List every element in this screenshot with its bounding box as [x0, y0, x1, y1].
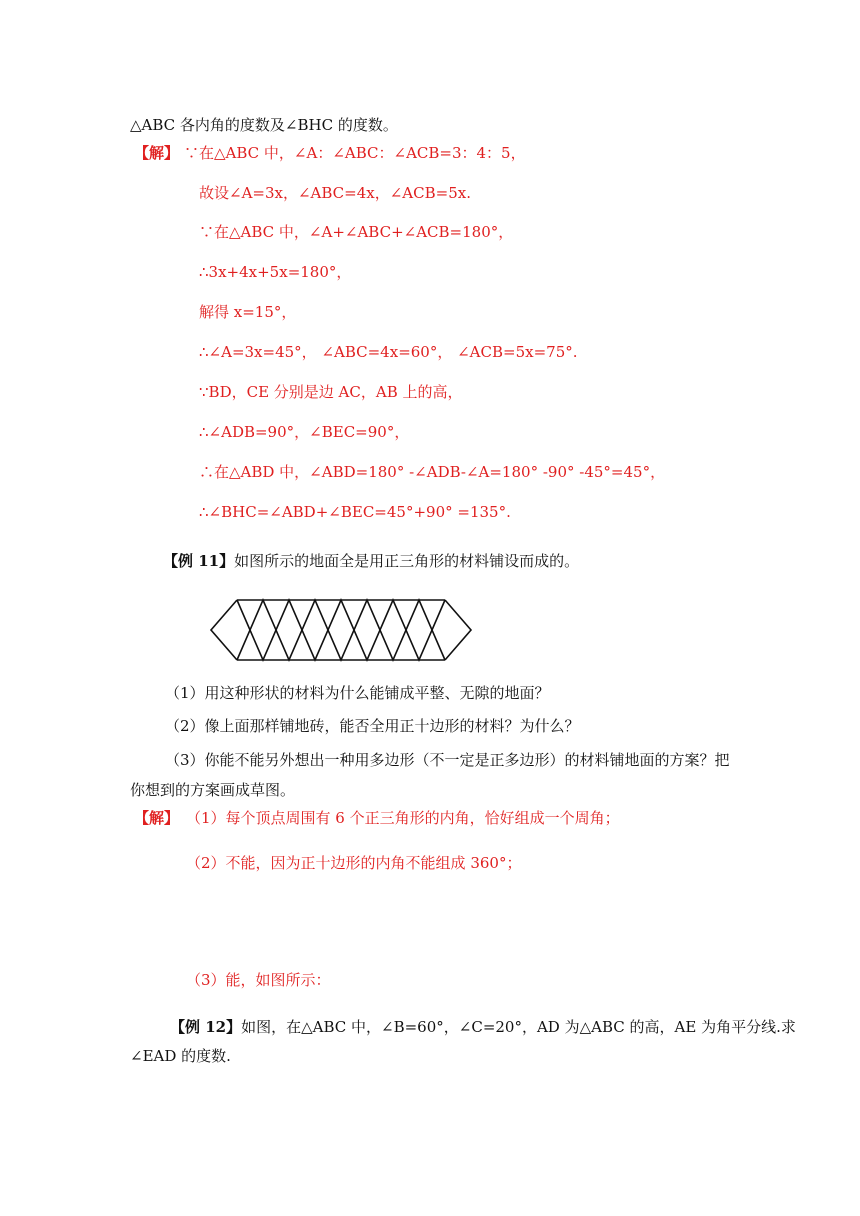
solution-line-9: ∴∠BHC=∠ABD+∠BEC=45°+90° =135°. [199, 503, 511, 521]
example11-heading [163, 551, 579, 571]
solution-line-8: ∴在△ABD 中，∠ABD=180° -∠ADB-∠A=180° -90° -45°=45°， [199, 463, 666, 481]
tiling-left-cap [211, 600, 237, 660]
example11-answer-3: （3）能，如图所示： [186, 971, 331, 989]
solution-line-4: 解得 x=15°， [199, 303, 297, 321]
example11-text: 如图所示的地面全是用正三角形的材料铺设而成的。 [234, 552, 580, 570]
example11-question-1: （1）用这种形状的材料为什么能铺成平整、无隙的地面？ [165, 684, 550, 702]
solution-line-3: ∴3x+4x+5x=180°， [199, 263, 352, 281]
triangle-tiling-figure [205, 597, 477, 665]
solution-line-0: ∵在△ABC 中，∠A：∠ABC：∠ACB=3：4：5， [184, 144, 526, 162]
solution-line-7: ∴∠ADB=90°，∠BEC=90°， [199, 423, 410, 441]
example11-question-3-cont: 你想到的方案画成草图。 [130, 781, 296, 799]
example11-question-3: （3）你能不能另外想出一种用多边形（不一定是正多边形）的材料铺地面的方案？把 [165, 751, 730, 769]
example12-line-1 [170, 1017, 796, 1037]
example12-tag: 【例 12】 [170, 1018, 242, 1036]
example11-tag: 【例 11】 [163, 552, 235, 570]
solution-line-6: ∵BD，CE 分别是边 AC，AB 上的高， [199, 383, 463, 401]
example11-solution-tag: 【解】 [134, 809, 180, 827]
solution-line-2: ∵在△ABC 中，∠A+∠ABC+∠ACB=180°， [199, 223, 514, 241]
example11-answer-2: （2）不能，因为正十边形的内角不能组成 360°； [186, 854, 522, 872]
tiling-zigzag-down [237, 600, 445, 660]
example12-text-1: 如图，在△ABC 中，∠B=60°，∠C=20°，AD 为△ABC 的高，AE 为角平分线.求 [241, 1018, 796, 1036]
example11-question-2: （2）像上面那样铺地砖，能否全用正十边形的材料？为什么？ [165, 717, 580, 735]
example11-answer-1: （1）每个顶点周围有 6 个正三角形的内角，恰好组成一个周角； [186, 809, 620, 827]
tiling-zigzag-up [237, 600, 445, 660]
solution-tag: 【解】 [134, 144, 180, 162]
intro-line: △ABC 各内角的度数及∠BHC 的度数。 [130, 116, 398, 134]
solution-line-1: 故设∠A=3x，∠ABC=4x，∠ACB=5x. [199, 184, 471, 202]
solution-line-5: ∴∠A=3x=45°， ∠ABC=4x=60°， ∠ACB=5x=75°. [199, 343, 578, 361]
example12-line-2: ∠EAD 的度数. [130, 1047, 231, 1065]
tiling-right-cap [445, 600, 471, 660]
